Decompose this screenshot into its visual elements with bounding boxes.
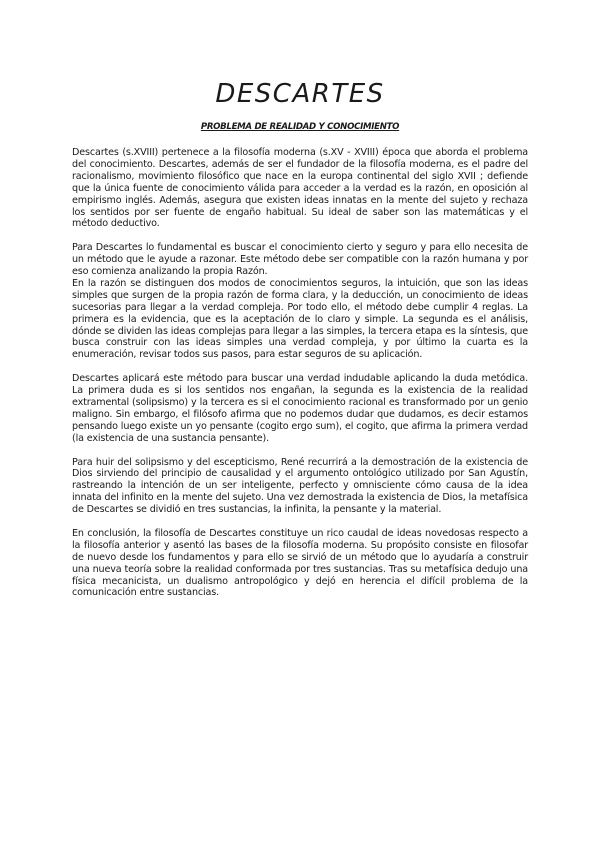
paragraph-methodical-doubt: Descartes aplicará este método para buscar una verdad indudable aplicando la duda metódica. La primera duda es si los sentidos nos engañan, la segunda es la existencia de la realidad extramental (solipsismo) y la tercera es si el conocimiento racional es transformado por un genio maligno. Sin embargo, el filósofo afirma que no podemos dudar que dudamos, es decir estamos pensando luego existe un yo pensante (cogito ergo sum), el cogito, que afirma la primera verdad (la existencia de una sustancia pensante). — [72, 373, 528, 444]
paragraph-method-purpose: Para Descartes lo fundamental es buscar el conocimiento cierto y seguro y para ello necesita de un método que le ayude a razonar. Este método debe ser compatible con la razón humana y por eso comienza analizando la propia Razón. — [72, 242, 528, 278]
document-title: DESCARTES — [215, 79, 385, 109]
paragraph-method-rules: En la razón se distinguen dos modos de conocimientos seguros, la intuición, que son las ideas simples que surgen de la propia razón de forma clara, y la deducción, un conocimiento de ideas sucesorias para llegar a la verdad compleja. Por todo ello, el método debe cumplir 4 reglas. La primera es la evidencia, que es la aceptación de lo claro y simple. La segunda es el análisis, dónde se dividen las ideas complejas para llegar a las simples, la tercera etapa es la síntesis, que busca construir con las ideas simples una verdad compleja, y por último la cuarta es la enumeración, revisar todos sus pasos, para estar seguros de su aplicación. — [72, 277, 528, 361]
document-body — [72, 147, 528, 599]
paragraph-intro: Descartes (s.XVIII) pertenece a la filosofía moderna (s.XV - XVIII) época que aborda el problema del conocimiento. Descartes, además de ser el fundador de la filosofía moderna, es el padre del racionalismo, movimiento filosófico que nace en la europa continental del siglo XVII ; defiende que la única fuente de conocimiento válida para acceder a la verdad es la razón, en oposición al empirismo inglés. Además, asegura que existen ideas innatas en la mente del sujeto y rechaza los sentidos por ser fuente de engaño habitual. Su ideal de saber son las matemáticas y el método deductivo. — [72, 147, 528, 230]
paragraph-god-existence: Para huir del solipsismo y del escepticismo, René recurrirá a la demostración de la existencia de Dios sirviendo del principio de causalidad y el argumento ontológico utilizado por San Agustín, rastreando la intención de un ser inteligente, perfecto y omnisciente cómo causa de la idea innata del infinito en la mente del sujeto. Una vez demostrada la existencia de Dios, la metafísica de Descartes se dividió en tres sustancias, la infinita, la pensante y la material. — [72, 456, 528, 516]
document-page — [72, 74, 528, 611]
document-subtitle: PROBLEMA DE REALIDAD Y CONOCIMIENTO — [200, 122, 400, 132]
paragraph-conclusion: En conclusión, la filosofía de Descartes constituye un rico caudal de ideas novedosas respecto a la filosofía anterior y asentó las bases de la filosofía moderna. Su propósito consiste en filosofar de nuevo desde los fundamentos y para ello se sirvió de un método que lo ayudaría a construir una nueva teoría sobre la realidad conformada por tres sustancias. Tras su metafísica dedujo una física mecanicista, un dualismo antropológico y dejó en herencia el difícil problema de la comunicación entre sustancias. — [72, 527, 528, 599]
